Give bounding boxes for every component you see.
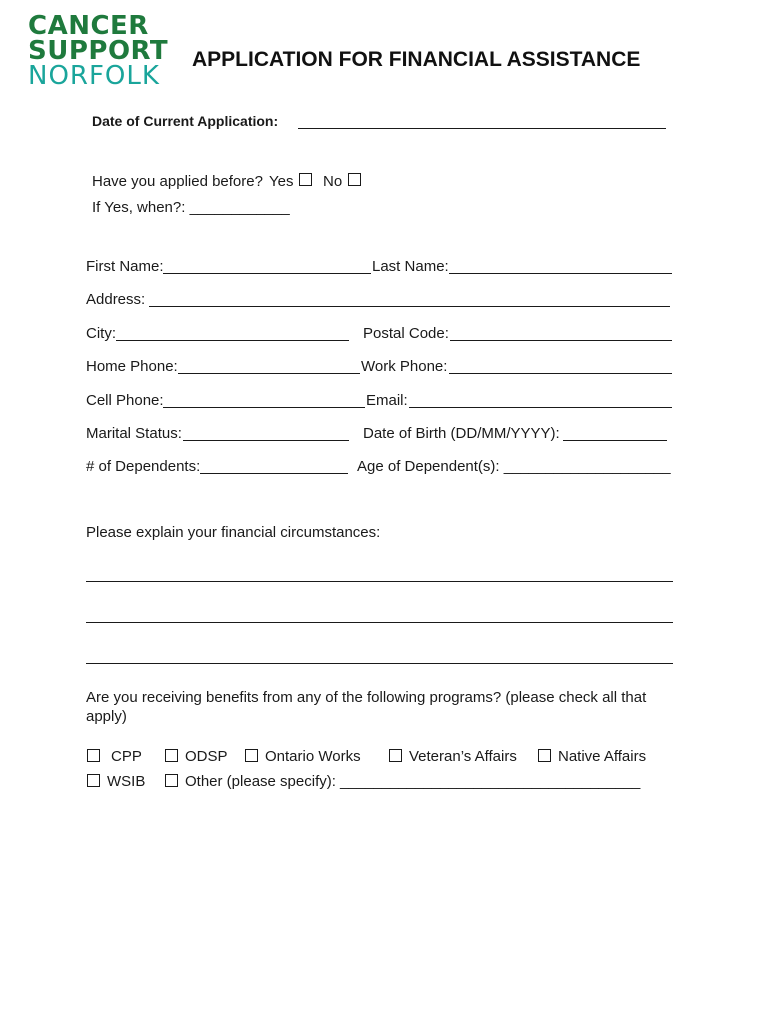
odsp-label: ODSP [185,748,228,765]
logo-line-support: SUPPORT [28,36,169,66]
form-title: APPLICATION FOR FINANCIAL ASSISTANCE [192,48,641,71]
benefits-question-line2: apply) [86,708,127,725]
financial-circumstances-line-2[interactable] [86,622,673,623]
work-phone-field[interactable] [449,373,672,374]
marital-status-field[interactable] [183,440,349,441]
financial-circumstances-line-3[interactable] [86,663,673,664]
logo-line-cancer: CANCER [28,11,149,41]
city-label: City: [86,325,116,342]
applied-before-yes-checkbox[interactable] [299,173,312,186]
applied-before-question: Have you applied before? [92,173,263,190]
address-label: Address: [86,291,146,308]
cpp-label: CPP [111,748,142,765]
last-name-field[interactable] [449,273,672,274]
odsp-checkbox[interactable] [165,749,178,762]
date-of-birth-field[interactable] [563,440,667,441]
financial-circumstances-prompt: Please explain your financial circumstances: [86,524,381,541]
dependents-field[interactable] [200,473,348,474]
native-affairs-label: Native Affairs [558,748,647,765]
postal-code-label: Postal Code: [363,325,449,342]
ontario-works-label: Ontario Works [265,748,361,765]
age-of-dependents-field[interactable]: Age of Dependent(s): ____________________ [357,458,671,475]
email-label: Email: [366,392,408,409]
other-checkbox[interactable] [165,774,178,787]
address-field[interactable] [149,306,670,307]
ontario-works-checkbox[interactable] [245,749,258,762]
home-phone-field[interactable] [178,373,360,374]
other-specify-field[interactable]: Other (please specify): ____________________________________ [185,773,641,790]
applied-before-yes-label: Yes [269,173,294,190]
cell-phone-label: Cell Phone: [86,392,164,409]
veterans-affairs-label: Veteran’s Affairs [409,748,517,765]
wsib-checkbox[interactable] [87,774,100,787]
date-of-application-label: Date of Current Application: [92,113,279,129]
cpp-checkbox[interactable] [87,749,100,762]
wsib-label: WSIB [107,773,146,790]
city-field[interactable] [116,340,349,341]
first-name-field[interactable] [163,273,371,274]
financial-circumstances-line-1[interactable] [86,581,673,582]
marital-status-label: Marital Status: [86,425,182,442]
veterans-affairs-checkbox[interactable] [389,749,402,762]
home-phone-label: Home Phone: [86,358,178,375]
benefits-question-line1: Are you receiving benefits from any of the following programs? (please check all that [86,689,647,706]
if-yes-when-field[interactable]: If Yes, when?: ____________ [92,199,290,216]
work-phone-label: Work Phone: [361,358,448,375]
applied-before-no-checkbox[interactable] [348,173,361,186]
applied-before-no-label: No [323,173,343,190]
first-name-label: First Name: [86,258,164,275]
native-affairs-checkbox[interactable] [538,749,551,762]
dependents-label: # of Dependents: [86,458,201,475]
organization-logo [28,11,169,91]
last-name-label: Last Name: [372,258,449,275]
postal-code-field[interactable] [450,340,672,341]
cell-phone-field[interactable] [163,407,365,408]
logo-line-norfolk: NORFOLK [28,61,160,91]
date-of-application-field[interactable] [298,128,666,129]
email-field[interactable] [409,407,672,408]
date-of-birth-label: Date of Birth (DD/MM/YYYY): [363,425,560,442]
